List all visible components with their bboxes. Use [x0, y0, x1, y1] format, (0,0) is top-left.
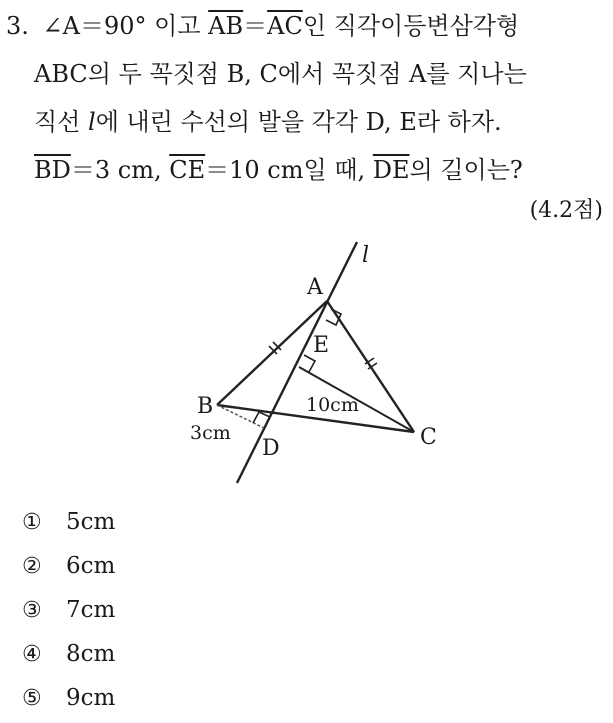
question-line-2: ABC의 두 꼭짓점 B, C에서 꼭짓점 A를 지나는 [34, 60, 527, 88]
value: ＝3 cm, [70, 156, 170, 184]
choice-text: 5cm [66, 509, 116, 535]
label-d: D [262, 436, 280, 461]
choice-text: 8cm [66, 641, 116, 667]
choice-4[interactable] [22, 632, 115, 676]
segment-bd: $\overline{BD}$ [34, 156, 71, 184]
side-ab [217, 301, 330, 405]
choice-text: 7cm [66, 597, 116, 623]
choice-5[interactable] [22, 676, 115, 720]
segment-ce: $\overline{CE}$ [169, 156, 206, 184]
segment-ac: $\overline{AC}$ [267, 12, 303, 40]
choice-1[interactable] [22, 500, 115, 544]
value: ＝10 cm일 때, [205, 156, 373, 184]
choice-number: ⑤ [22, 686, 42, 711]
measure-ce: 10cm [306, 394, 359, 416]
text: 이고 [146, 12, 209, 40]
label-l: l [362, 243, 370, 268]
points-label: (4.2점) [529, 198, 603, 223]
measure-bd: 3cm [190, 422, 231, 444]
question-number: 3. [6, 12, 29, 40]
line-variable: l [88, 108, 96, 136]
choice-2[interactable] [22, 544, 115, 588]
choice-text: 6cm [66, 553, 116, 579]
label-a: A [307, 275, 323, 300]
label-c: C [420, 425, 437, 450]
segment-ab: $\overline{AB}$ [208, 12, 244, 40]
label-b: B [197, 394, 214, 419]
line-l [237, 242, 357, 483]
text: 직선 [34, 108, 88, 136]
label-e: E [313, 333, 330, 358]
choice-number: ④ [22, 642, 42, 667]
choice-text: 9cm [66, 685, 116, 711]
text: 의 길이는? [409, 156, 523, 184]
choice-number: ② [22, 554, 42, 579]
choice-number: ③ [22, 598, 42, 623]
choice-number: ① [22, 510, 42, 535]
angle-condition: ∠A＝90° [42, 12, 147, 40]
choice-3[interactable] [22, 588, 115, 632]
segment-de: $\overline{DE}$ [372, 156, 410, 184]
equals: ＝ [243, 12, 268, 40]
answer-choices [22, 500, 115, 720]
text: 에 내린 수선의 발을 각각 D, E라 하자. [95, 108, 502, 136]
text: 인 직각이등변삼각형 [302, 12, 520, 40]
